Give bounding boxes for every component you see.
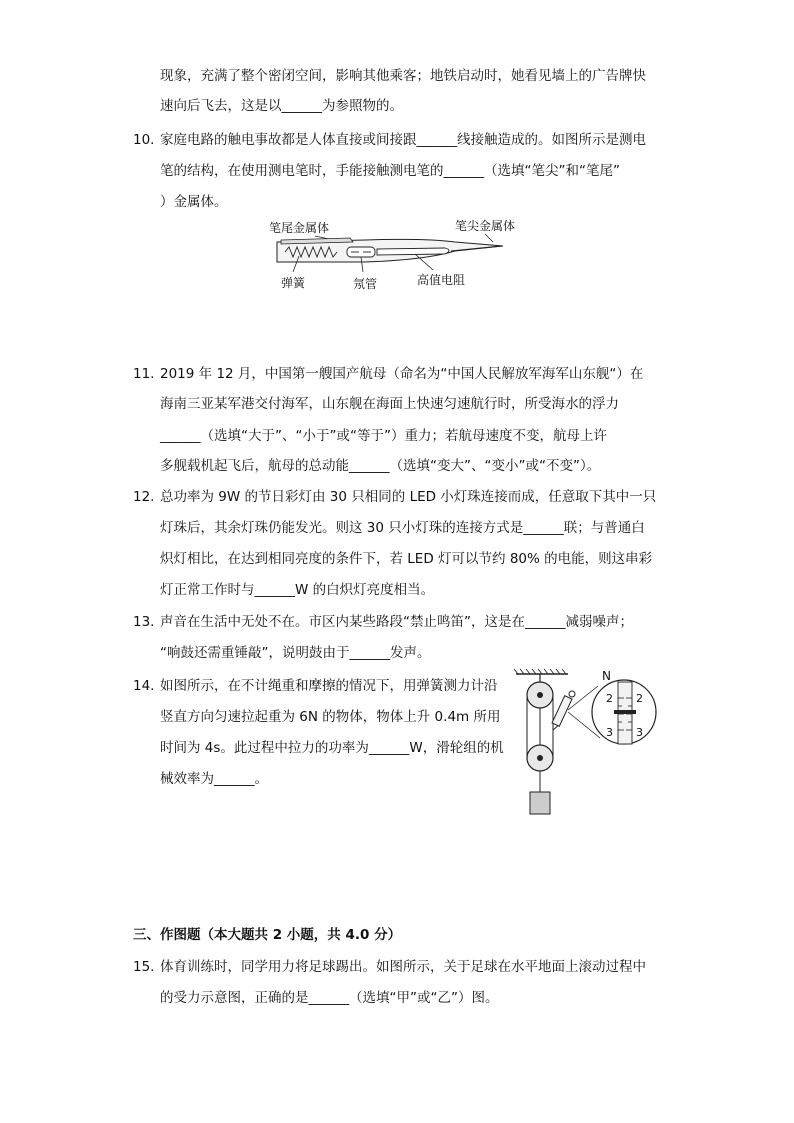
q9-line-1: 现象，充满了整个密闭空间，影响其他乘客；地铁启动时，她看见墙上的广告牌快 bbox=[160, 68, 646, 84]
q14-line-2: 竖直方向匀速拉起重为 6N 的物体，物体上升 0.4m 所用 bbox=[160, 709, 501, 725]
q13-line-1: 声音在生活中无处不在。市区内某些路段“禁止鸣笛”，这是在______减弱噪声； bbox=[160, 614, 633, 630]
question-number-14: 14. bbox=[133, 678, 155, 694]
spring-scale bbox=[552, 691, 575, 730]
label-high-resistor: 高值电阻 bbox=[417, 273, 466, 287]
label-neon-tube: 氖管 bbox=[353, 277, 378, 291]
q11-line-1: 2019 年 12 月，中国第一艘国产航母（命名为“中国人民解放军海军山东舰“）在 bbox=[160, 366, 644, 382]
tick-3-right: 3 bbox=[636, 726, 643, 739]
label-tip-metal: 笔尖金属体 bbox=[455, 219, 516, 233]
test-pen-figure bbox=[255, 212, 545, 297]
question-number-15: 15. bbox=[133, 959, 155, 975]
label-tail-metal: 笔尾金属体 bbox=[269, 221, 330, 235]
q14-line-4: 械效率为______。 bbox=[160, 771, 268, 787]
q12-line-3: 炽灯相比，在达到相同亮度的条件下，若 LED 灯可以节约 80% 的电能，则这串彩 bbox=[160, 551, 653, 567]
question-number-11: 11. bbox=[133, 366, 155, 382]
q11-line-4: 多舰载机起飞后，航母的总动能______（选填“变大”、“变小”或“不变”）。 bbox=[160, 458, 601, 474]
q11-line-3: ______（选填“大于”、“小于”或“等于”）重力；若航母速度不变，航母上许 bbox=[160, 428, 607, 444]
q10-line-3: ）金属体。 bbox=[160, 194, 228, 210]
section-heading: 三、作图题（本大题共 2 小题，共 4.0 分） bbox=[133, 927, 402, 943]
q10-line-1: 家庭电路的触电事故都是人体直接或间接跟______线接触造成的。如图所示是测电 bbox=[160, 132, 646, 148]
q15-line-1: 体育训练时，同学用力将足球踢出。如图所示，关于足球在水平地面上滚动过程中 bbox=[160, 959, 646, 975]
q11-line-2: 海南三亚某军港交付海军，山东舰在海面上快速匀速航行时，所受海水的浮力 bbox=[160, 396, 619, 412]
question-number-12: 12. bbox=[133, 489, 155, 505]
q14-line-1: 如图所示，在不计绳重和摩擦的情况下，用弹簧测力计沿 bbox=[160, 678, 498, 694]
q12-line-4: 灯正常工作时与______W 的白炽灯亮度相当。 bbox=[160, 582, 435, 598]
q9-line-2: 速向后飞去，这是以______为参照物的。 bbox=[160, 98, 403, 114]
question-number-10: 10. bbox=[133, 132, 155, 148]
q12-line-2: 灯珠后，其余灯珠仍能发光。则这 30 只小灯珠的连接方式是______联；与普通白 bbox=[160, 520, 645, 536]
tick-2-right: 2 bbox=[636, 692, 643, 705]
label-spring: 弹簧 bbox=[281, 276, 306, 290]
q14-line-3: 时间为 4s。此过程中拉力的功率为______W，滑轮组的机 bbox=[160, 740, 504, 756]
tick-2-left: 2 bbox=[606, 692, 613, 705]
q15-line-2: 的受力示意图，正确的是______（选填“甲”或“乙”）图。 bbox=[160, 990, 499, 1006]
q12-line-1: 总功率为 9W 的节日彩灯由 30 只相同的 LED 小灯珠连接而成，任意取下其中一只 bbox=[160, 489, 657, 505]
weight-block bbox=[530, 792, 550, 814]
pulley-figure bbox=[510, 668, 660, 818]
question-number-13: 13. bbox=[133, 614, 155, 630]
tick-3-left: 3 bbox=[606, 726, 613, 739]
scale-unit-label: N bbox=[602, 669, 611, 683]
q10-line-2: 笔的结构，在使用测电笔时，手能接触测电笔的______（选填“笔尖”和“笔尾” bbox=[160, 163, 620, 179]
q13-line-2: “响鼓还需重锤敲”，说明鼓由于______发声。 bbox=[160, 645, 431, 661]
